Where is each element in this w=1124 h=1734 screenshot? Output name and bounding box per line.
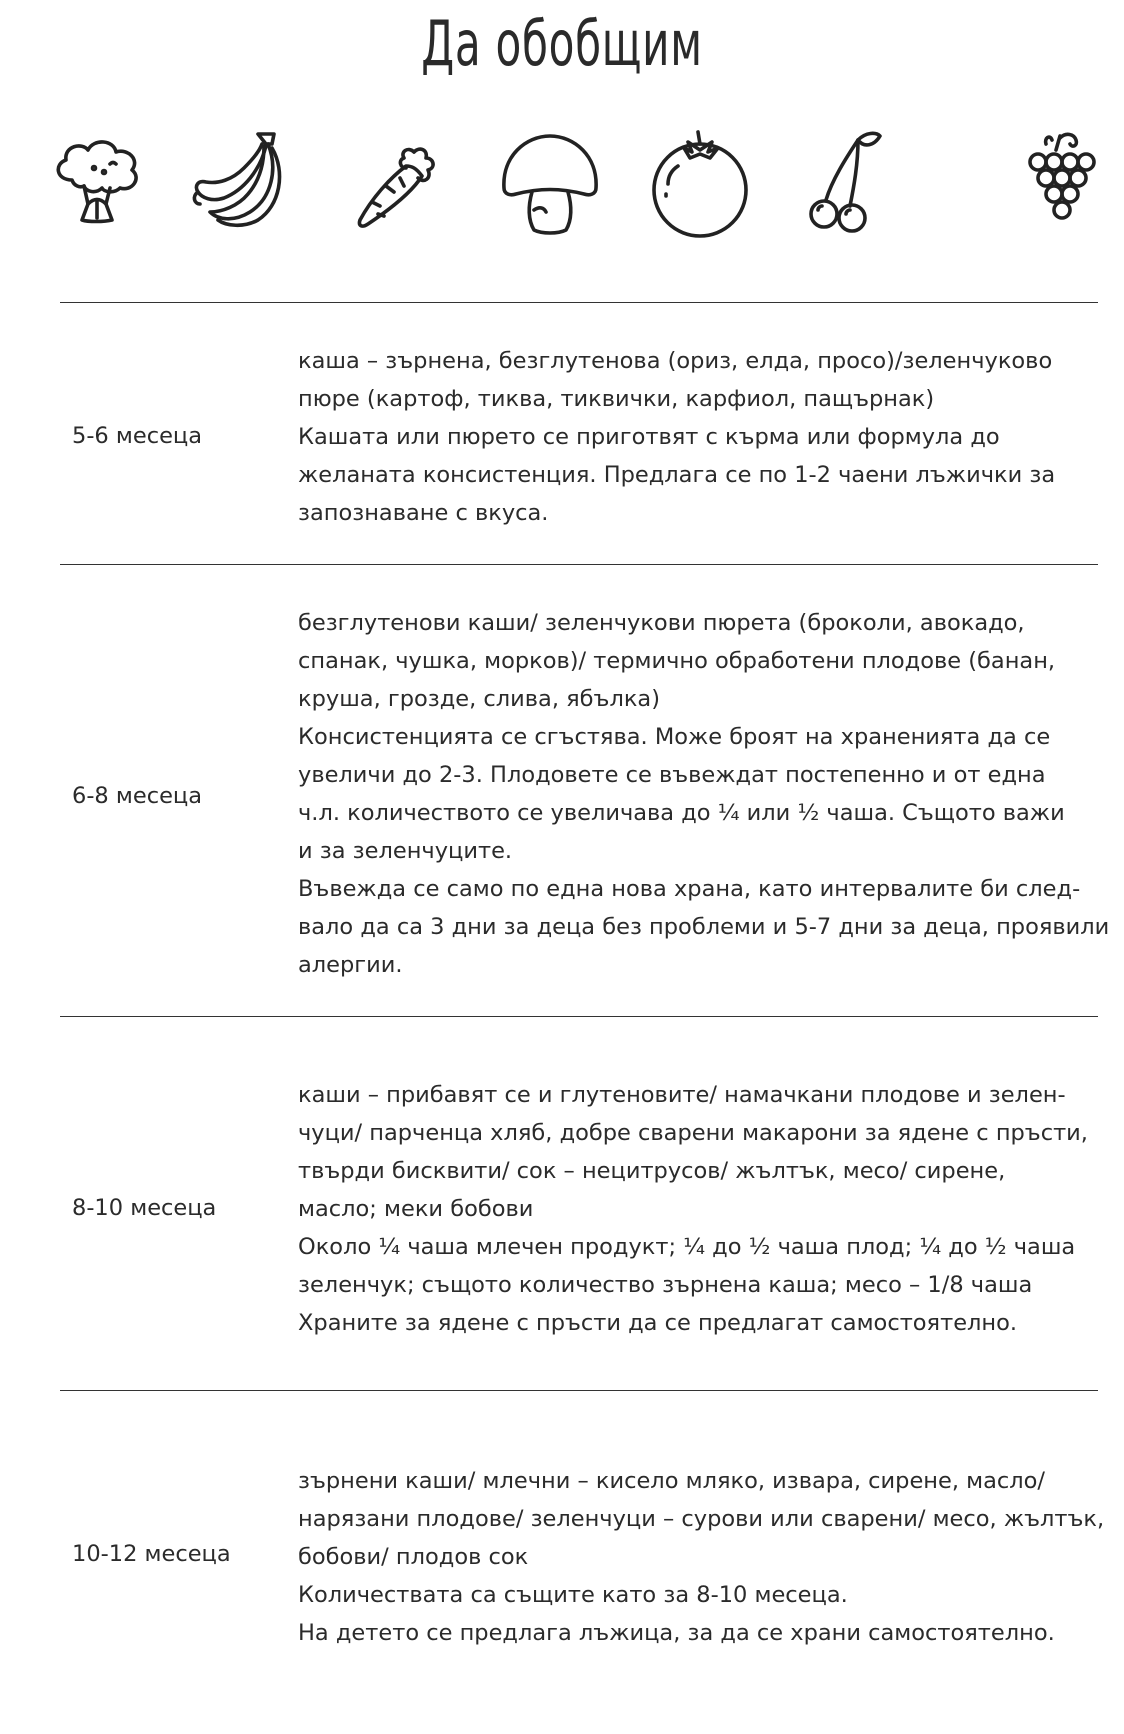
description-line: Въвежда се само по една нова храна, като интервалите би след- [298, 876, 1081, 902]
description-line: Количествата са същите като за 8-10 месеца. [298, 1582, 848, 1608]
description-line: и за зеленчуците. [298, 838, 513, 864]
age-label: 10-12 месеца [72, 1541, 231, 1567]
row-description [298, 604, 1110, 984]
mushroom-icon [494, 128, 606, 240]
tomato-icon [644, 128, 756, 240]
age-label: 6-8 месеца [72, 783, 203, 809]
row-divider [60, 1390, 1098, 1391]
description-line: зеленчук; същото количество зърнена каша; месо – 1/8 чаша [298, 1272, 1033, 1298]
description-line: спанак, чушка, морков)/ термично обработени плодове (банан, [298, 648, 1056, 674]
description-line: бобови/ плодов сок [298, 1544, 529, 1570]
description-line: вало да са 3 дни за деца без проблеми и 5-7 дни за деца, проявили [298, 914, 1110, 940]
description-line: алергии. [298, 952, 403, 978]
description-line: чуци/ парченца хляб, добре сварени макарони за ядене с пръсти, [298, 1120, 1088, 1146]
description-line: безглутенови каши/ зеленчукови пюрета (броколи, авокадо, [298, 610, 1025, 636]
description-line: ч.л. количеството се увеличава до ¼ или ½ чаша. Същото важи [298, 800, 1065, 826]
row-divider [60, 302, 1098, 303]
description-line: пюре (картоф, тиква, тиквички, карфиол, пащърнак) [298, 386, 935, 412]
description-line: круша, грозде, слива, ябълка) [298, 686, 660, 712]
description-line: увеличи до 2-3. Плодовете се въвеждат постепенно и от една [298, 762, 1046, 788]
row-description [298, 1462, 1105, 1652]
description-line: Консистенцията се сгъстява. Може броят на храненията да се [298, 724, 1051, 750]
description-line: твърди бисквити/ сок – нецитрусов/ жълтък, месо/ сирене, [298, 1158, 1006, 1184]
description-line: Кашата или пюрето се приготвят с кърма или формула до [298, 424, 1000, 450]
grapes-icon [1016, 128, 1124, 240]
page-title: Да обобщим [421, 7, 703, 80]
carrot-icon [342, 128, 454, 240]
description-line: запознаване с вкуса. [298, 500, 549, 526]
description-line: желаната консистенция. Предлага се по 1-2 чаени лъжички за [298, 462, 1056, 488]
broccoli-icon [42, 128, 154, 240]
description-line: На детето се предлага лъжица, за да се храни самостоятелно. [298, 1620, 1055, 1646]
description-line: нарязани плодове/ зеленчуци – сурови или сварени/ месо, жълтък, [298, 1506, 1105, 1532]
cherry-icon [796, 128, 908, 240]
age-label: 5-6 месеца [72, 423, 203, 449]
description-line: каша – зърнена, безглутенова (ориз, елда, просо)/зеленчуково [298, 348, 1053, 374]
banana-icon [188, 128, 300, 240]
description-line: зърнени каши/ млечни – кисело мляко, извара, сирене, масло/ [298, 1468, 1046, 1494]
row-divider [60, 564, 1098, 565]
description-line: масло; меки бобови [298, 1196, 534, 1222]
row-divider [60, 1016, 1098, 1017]
food-icons-row [0, 128, 1124, 248]
row-description [298, 342, 1098, 532]
description-line: Храните за ядене с пръсти да се предлагат самостоятелно. [298, 1310, 1018, 1336]
row-description [298, 1076, 1098, 1342]
description-line: каши – прибавят се и глутеновите/ намачкани плодове и зелен- [298, 1082, 1066, 1108]
age-label: 8-10 месеца [72, 1195, 217, 1221]
description-line: Около ¼ чаша млечен продукт; ¼ до ½ чаша плод; ¼ до ½ чаша [298, 1234, 1076, 1260]
